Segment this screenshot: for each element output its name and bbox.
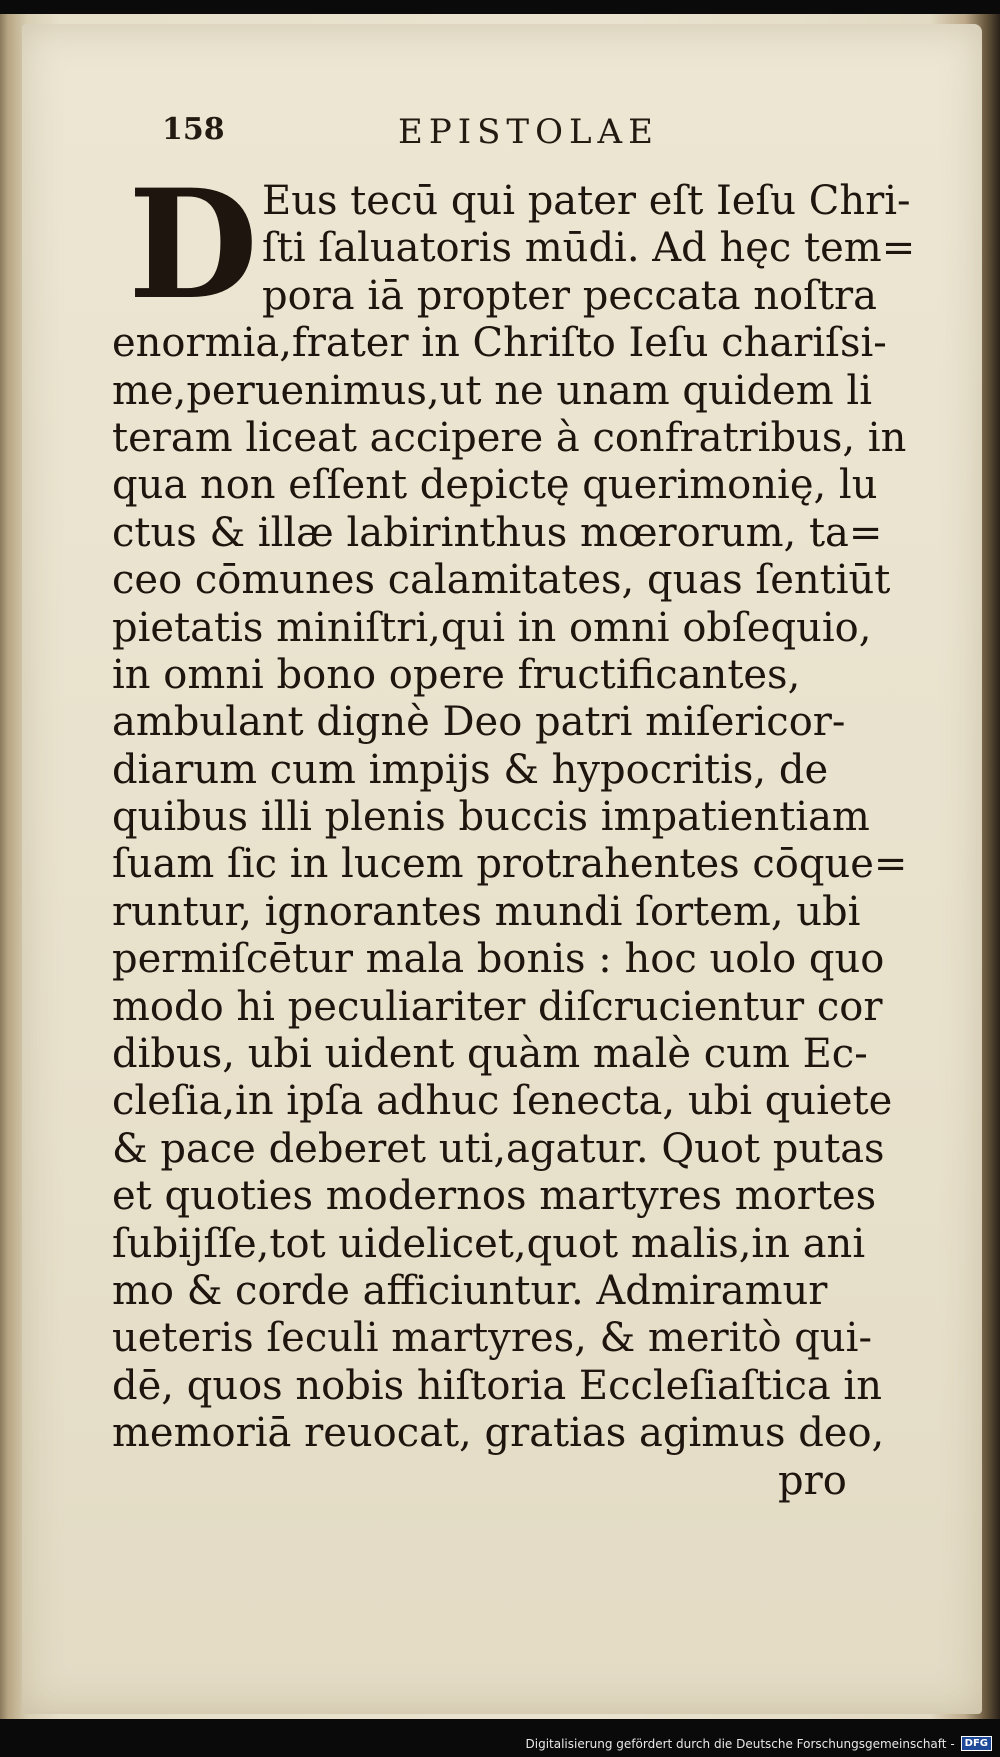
text-line: teram liceat accipere à confratribus, in	[112, 414, 907, 461]
running-head: EPISTOLAE	[398, 112, 659, 152]
text-line: & pace deberet uti,agatur. Quot putas	[112, 1125, 885, 1172]
text-line: modo hi peculiariter diſcrucientur cor	[112, 983, 883, 1030]
text-line: ambulant dignè Deo patri miſericor-	[112, 699, 846, 746]
text-line: ſubijſſe,tot uidelicet,quot malis,in ani	[112, 1220, 866, 1267]
text-line: ctus & illæ labirinthus mœrorum, ta=	[112, 509, 883, 556]
text-line: et quoties modernos martyres mortes	[112, 1173, 877, 1220]
text-line: ueteris ſeculi martyres, & meritò qui-	[112, 1315, 872, 1362]
text-line: permiſcētur mala bonis : hoc uolo quo	[112, 936, 885, 983]
text-line: in omni bono opere fructificantes,	[112, 651, 801, 698]
drop-cap: D	[128, 157, 259, 333]
text-line: quibus illi plenis buccis impatientiam	[112, 794, 870, 841]
text-line: enormia,frater in Chriſto Ieſu chariſsi-	[112, 320, 887, 367]
dfg-logo: DFG	[961, 1736, 992, 1751]
text-line: cleſia,in ipſa adhuc ſenecta, ubi quiete	[112, 1078, 893, 1125]
text-block	[112, 178, 932, 1505]
text-line: dibus, ubi uident quàm malè cum Ec-	[112, 1031, 868, 1078]
text-line: qua non eſſent depictę querimonię, lu	[112, 462, 878, 509]
credit-text: Digitalisierung gefördert durch die Deutsche Forschungsgemeinschaft -	[525, 1736, 955, 1751]
text-line: dē, quos nobis hiſtoria Eccleſiaſtica in	[112, 1362, 882, 1409]
text-line: pora iā propter peccata noſtra	[262, 272, 877, 319]
text-line: mo & corde afficiuntur. Admiramur	[112, 1267, 828, 1314]
text-line: ſuam ſic in lucem protrahentes cōque=	[112, 841, 908, 888]
text-line: pietatis miniſtri,qui in omni obſequio,	[112, 604, 872, 651]
text-line: Eus tecū qui pater eſt Ieſu Chri-	[262, 178, 911, 224]
text-line: diarum cum impijs & hypocritis, de	[112, 746, 829, 793]
page-number: 158	[162, 112, 225, 147]
catchword: pro	[778, 1457, 847, 1504]
text-line: ceo cōmunes calamitates, quas ſentiūt	[112, 557, 891, 604]
text-line: runtur, ignorantes mundi ſortem, ubi	[112, 888, 861, 935]
text-line: ſti ſaluatoris mūdi. Ad hęc tem=	[262, 225, 916, 272]
text-line: memoriā reuocat, gratias agimus deo,	[112, 1410, 885, 1457]
text-line: me,peruenimus,ut ne unam quidem li	[112, 367, 873, 414]
digitization-credit	[526, 1736, 993, 1751]
